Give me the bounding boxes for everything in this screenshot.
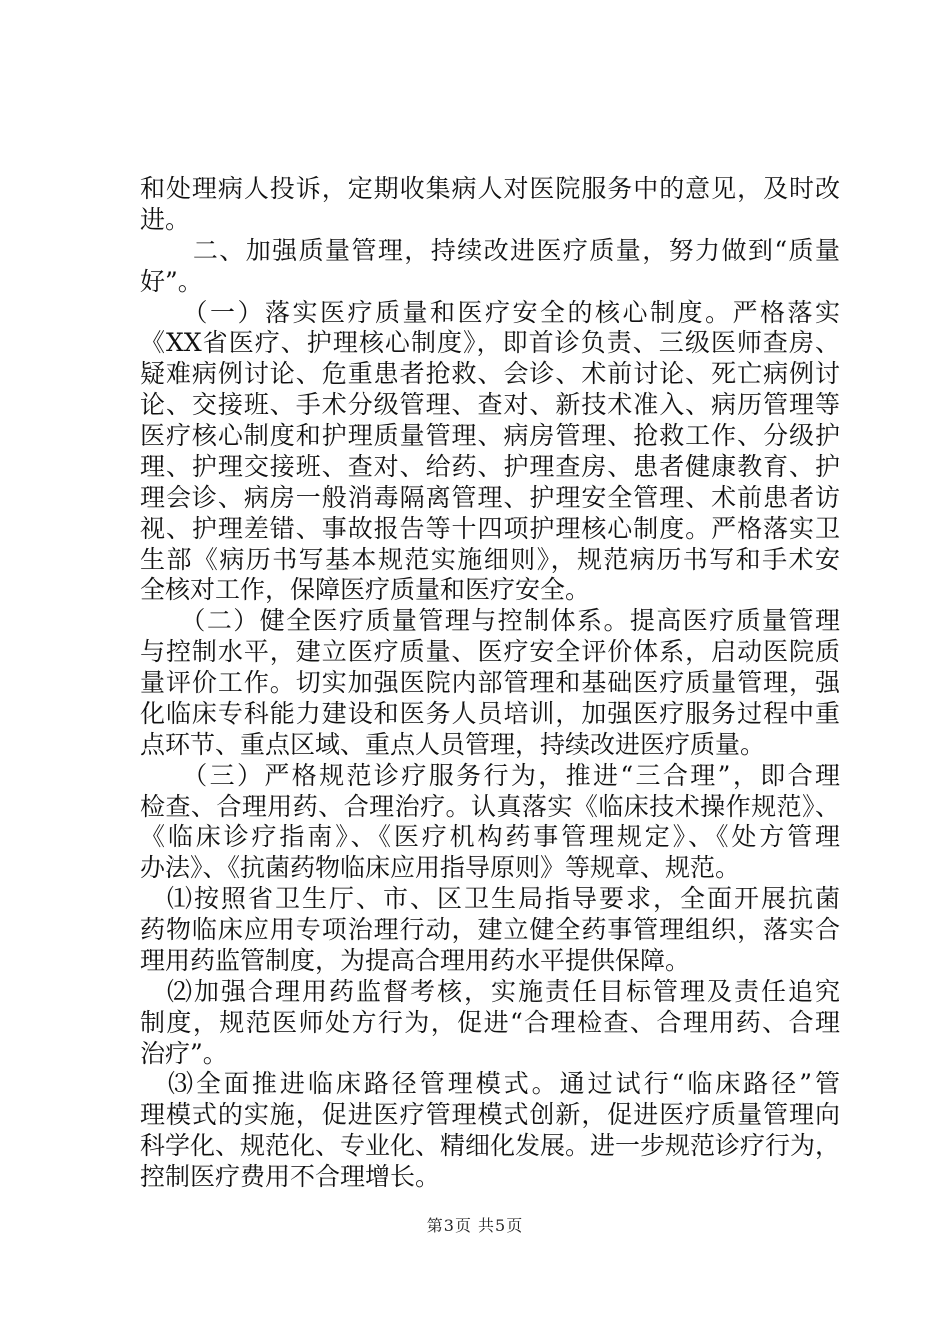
list-item-line: ⑶全面推进临床路径管理模式。通过试行“临床路径”管 — [140, 1069, 840, 1098]
subsection-heading-line: （二）健全医疗质量管理与控制体系。提高医疗质量管理 — [140, 606, 840, 635]
body-line: 理用药监管制度，为提高合理用药水平提供保障。 — [140, 946, 691, 975]
body-line: 科学化、规范化、专业化、精细化发展。进一步规范诊疗行为， — [140, 1131, 841, 1160]
body-line: 控制医疗费用不合理增长。 — [140, 1162, 441, 1191]
body-line: 理会诊、病房一般消毒隔离管理、护理安全管理、术前患者访 — [140, 483, 840, 512]
body-line: 理模式的实施，促进医疗管理模式创新，促进医疗质量管理向 — [140, 1100, 840, 1129]
body-line: 检查、合理用药、合理治疗。认真落实《临床技术操作规范》、 — [140, 792, 840, 821]
body-line: 与控制水平，建立医疗质量、医疗安全评价体系，启动医院质 — [140, 637, 840, 666]
body-line: 量评价工作。切实加强医院内部管理和基础医疗质量管理，强 — [140, 668, 840, 697]
body-line: 《临床诊疗指南》、《医疗机构药事管理规定》、《处方管理 — [140, 822, 840, 851]
body-line: 治疗”。 — [140, 1039, 228, 1068]
section-heading-line: 二、加强质量管理，持续改进医疗质量，努力做到“质量 — [140, 236, 840, 265]
body-line: 理、护理交接班、查对、给药、护理查房、患者健康教育、护 — [140, 452, 840, 481]
body-line: 全核对工作，保障医疗质量和医疗安全。 — [140, 575, 591, 604]
body-line: 制度，规范医师处方行为，促进“合理检查、合理用药、合理 — [140, 1008, 840, 1037]
body-line: 点环节、重点区域、重点人员管理，持续改进医疗质量。 — [140, 730, 766, 759]
body-line: 化临床专科能力建设和医务人员培训，加强医疗服务过程中重 — [140, 699, 840, 728]
subsection-heading-line: （三）严格规范诊疗服务行为，推进“三合理”，即合理 — [140, 761, 840, 790]
body-line: 医疗核心制度和护理质量管理、病房管理、抢救工作、分级护 — [140, 421, 840, 450]
body-line: 论、交接班、手术分级管理、查对、新技术准入、病历管理等 — [140, 390, 840, 419]
section-heading-line: 好”。 — [140, 267, 203, 296]
body-line: 和处理病人投诉，定期收集病人对医院服务中的意见，及时改 — [140, 174, 840, 203]
body-line: 药物临床应用专项治理行动，建立健全药事管理组织，落实合 — [140, 915, 840, 944]
body-line: 《XX省医疗、护理核心制度》，即首诊负责、三级医师查房、 — [140, 328, 840, 357]
page-footer: 第3页 共5页 — [426, 1216, 524, 1235]
body-line: 进。 — [140, 205, 191, 234]
body-line: 疑难病例讨论、危重患者抢救、会诊、术前讨论、死亡病例讨 — [140, 359, 840, 388]
list-item-line: ⑴按照省卫生厅、市、区卫生局指导要求，全面开展抗菌 — [140, 884, 840, 913]
body-line: 生部《病历书写基本规范实施细则》，规范病历书写和手术安 — [140, 545, 840, 574]
list-item-line: ⑵加强合理用药监督考核，实施责任目标管理及责任追究 — [140, 977, 840, 1006]
subsection-heading-line: （一）落实医疗质量和医疗安全的核心制度。严格落实 — [140, 298, 840, 327]
body-line: 视、护理差错、事故报告等十四项护理核心制度。严格落实卫 — [140, 514, 840, 543]
body-line: 办法》、《抗菌药物临床应用指导原则》等规章、规范。 — [140, 853, 741, 882]
